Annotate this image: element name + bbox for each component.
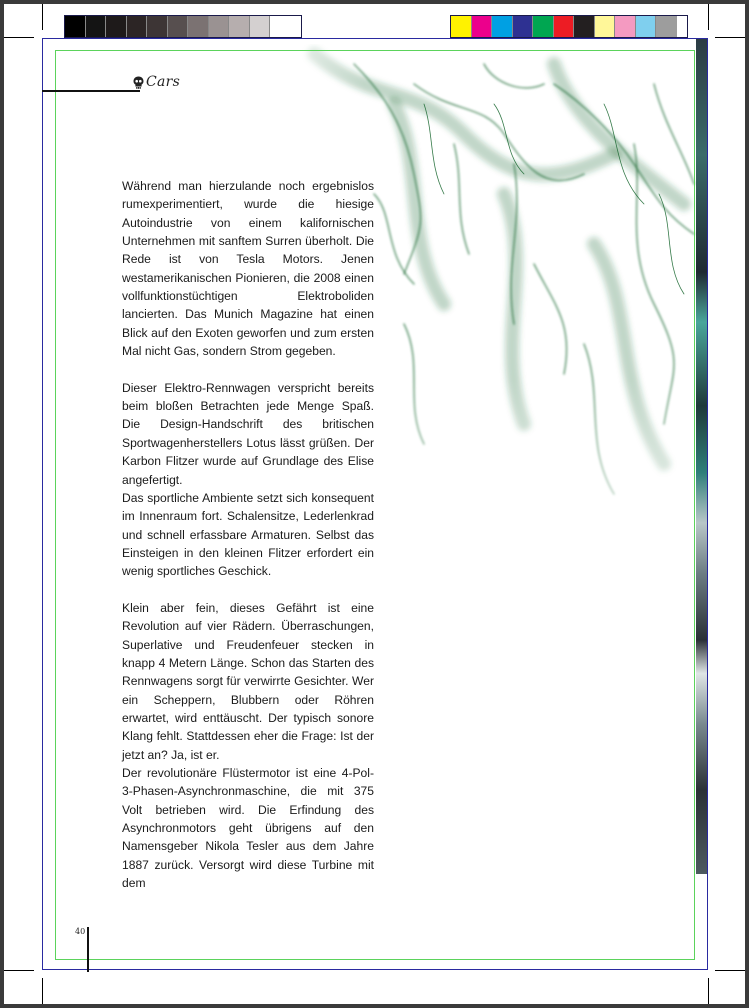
header-rule [42,90,140,92]
grayscale-color-bar [64,15,302,38]
gray-swatch [168,16,189,37]
color-swatch [492,16,513,37]
color-swatch [656,16,677,37]
print-proof-sheet [4,4,745,1004]
process-color-bar [450,15,688,38]
page-number: 40 [75,927,86,936]
gray-swatch [229,16,250,37]
article-paragraph: Während man hierzulande noch ergebnislos rumexperimentiert, wurde die hiesige Autoindustrie von einem kalifornischen Unternehmen mit sanftem Surren überholt. Die Rede ist von Tesla Motors. Jenen westamerikanischen Pionieren, die 2008 einen vollfunktionstüchtigen Elektroboliden lancierten. Das Munich Magazine hat einen Blick auf den Exoten geworfen und zum ersten Mal nicht Gas, sondern Strom gegeben. [122,179,374,359]
crop-mark [715,37,745,38]
article-paragraph: Klein aber fein, dieses Gefährt ist eine Revolution auf vier Rädern. Überraschungen, Superlative und Freudenfeuer stecken in knapp 4 Metern Länge. Schon das Starten des Rennwagens sorgt für verwirrte Gesichter. Wer ein Scheppern, Blubbern oder Röhren erwartet, wird enttäuscht. Der typisch sonore Klang fehlt. Stattdessen eher die Frage: Ist der jetzt an? Ja, ist er. [122,600,374,762]
crop-mark [715,970,745,971]
gray-swatch [106,16,127,37]
article-paragraph: Der revolutionäre Flüstermotor ist eine 4-Pol-3-Phasen-Asynchronmaschine, die mit 375 Volt betrieben wird. Die Erfindung des Asynchronmotors geht übrigens auf den Namensgeber Nikola Tesler aus dem Jahre 1887 zurück. Versorgt wird diese Turbine mit dem [122,766,374,891]
gray-swatch [86,16,107,37]
color-swatch [554,16,575,37]
color-swatch [533,16,554,37]
crop-mark [4,37,34,38]
color-swatch [574,16,595,37]
color-swatch [472,16,493,37]
crop-mark [4,970,34,971]
article-paragraph: Dieser Elektro-Rennwagen verspricht bereits beim bloßen Betrachten jede Menge Spaß. Die Design-Handschrift des britischen Sportwagenherstellers Lotus lässt grüßen. Der Karbon Flitzer wurde auf Grundlage des Elise angefertigt. [122,380,374,487]
gray-swatch [65,16,86,37]
section-logo [133,74,180,90]
article-paragraph: Das sportliche Ambiente setzt sich konsequent im Innenraum fort. Schalensitze, Lederlenkrad und schnell erfassbare Armaturen. Selbst das Einsteigen in den kleinen Flitzer erfordert ein wenig sportliches Geschick. [122,490,374,579]
color-swatch [513,16,534,37]
crop-mark [708,978,709,1004]
color-swatch [615,16,636,37]
gray-swatch [147,16,168,37]
crop-mark [708,4,709,30]
gray-swatch [188,16,209,37]
color-swatch [451,16,472,37]
crop-mark [42,4,43,30]
gray-swatch [209,16,230,37]
color-swatch [595,16,616,37]
folio-rule [87,927,89,972]
skull-icon [133,76,144,89]
gray-swatch [270,16,291,37]
gray-swatch [127,16,148,37]
gray-swatch [250,16,271,37]
article-body [122,177,374,892]
crop-mark [42,978,43,1004]
color-swatch [636,16,657,37]
section-title: Cars [146,74,181,90]
